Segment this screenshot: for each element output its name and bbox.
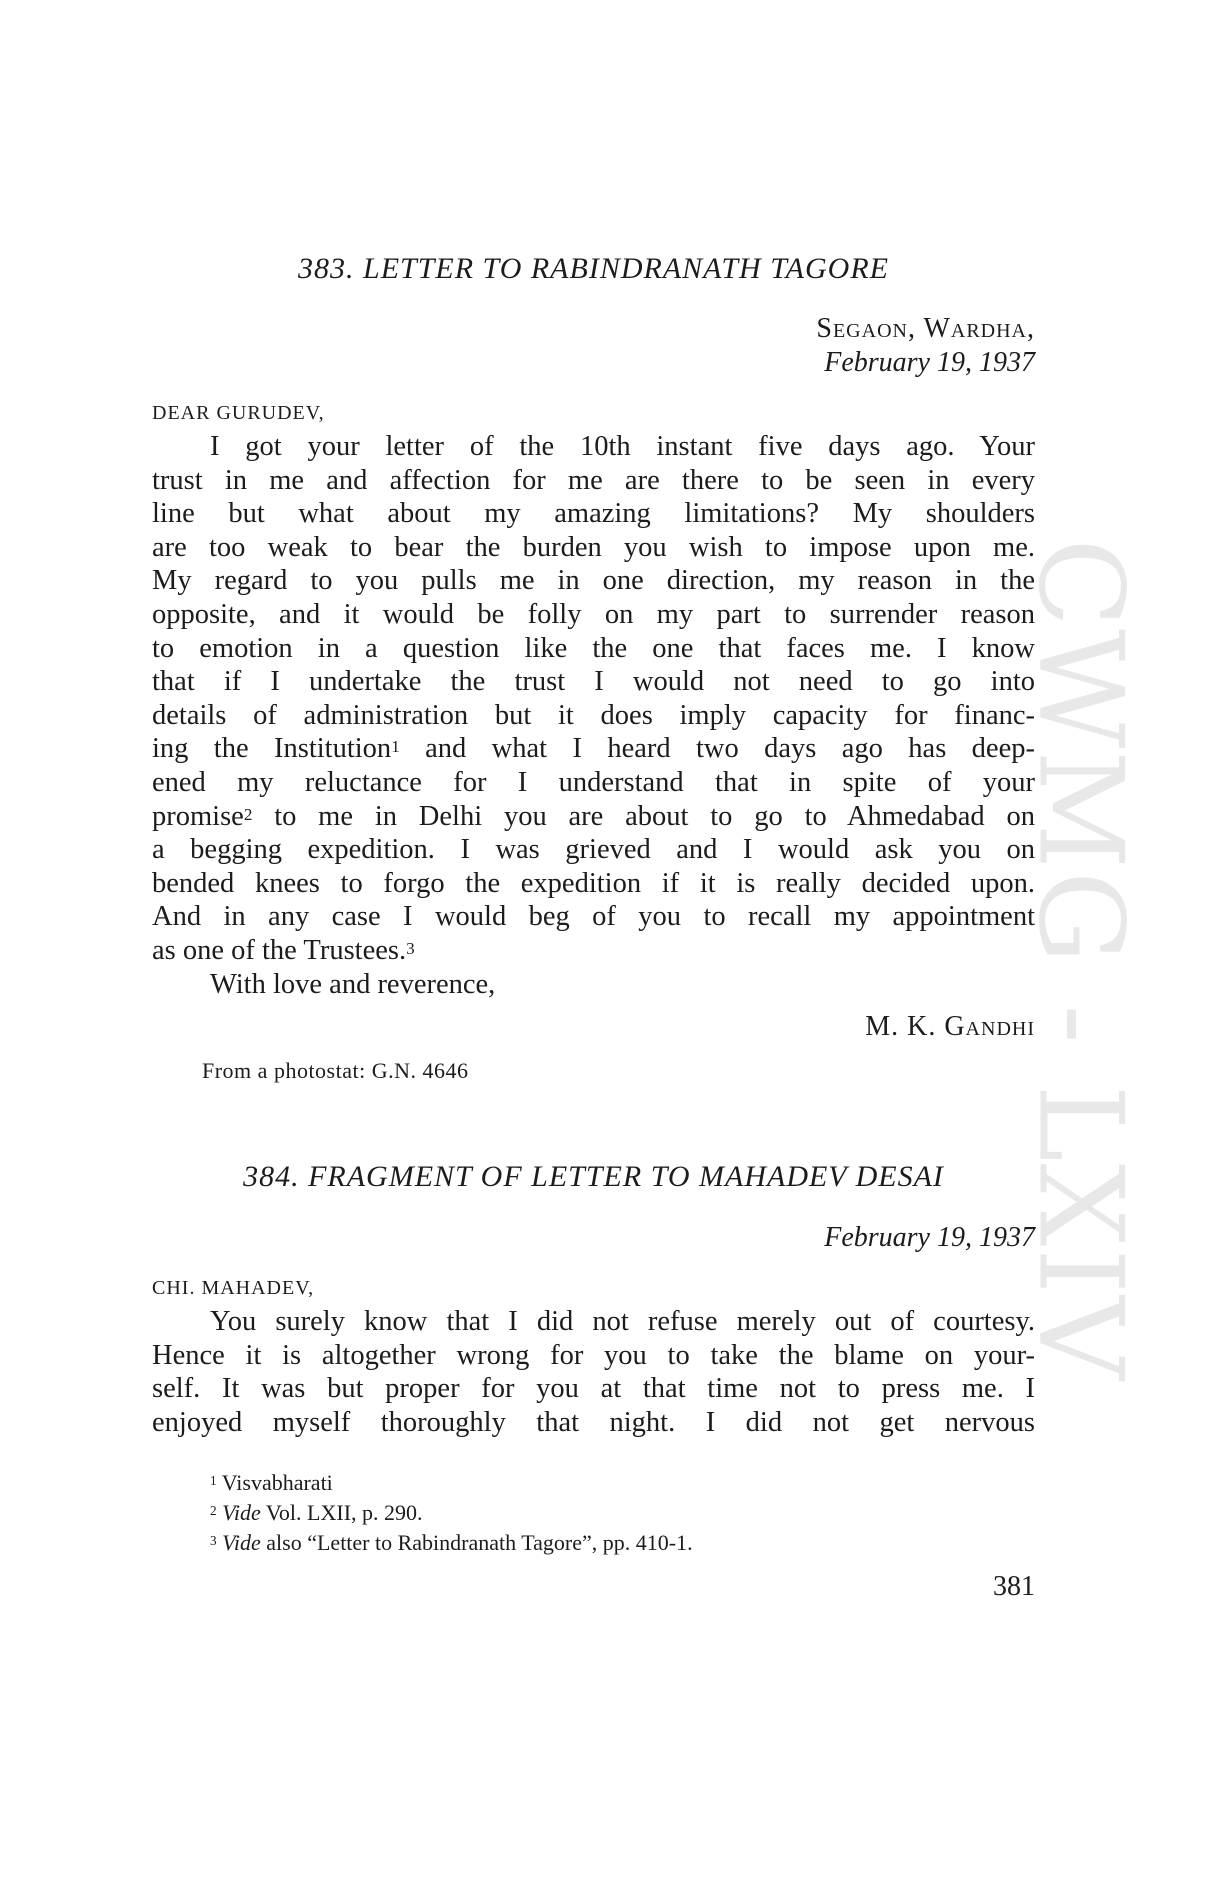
letter-383-place: Segaon, Wardha,: [816, 313, 1035, 344]
body-line-with-note: [152, 732, 1035, 766]
footnote-ref-2: 2: [243, 804, 253, 824]
footnotes: [210, 1468, 693, 1558]
letter-384-title: 384. FRAGMENT OF LETTER TO MAHADEV DESAI: [243, 1160, 944, 1193]
body-line: to emotion in a question like the one that faces me. I know: [152, 632, 1035, 664]
letter-383-salutation: DEAR GURUDEV,: [152, 402, 325, 424]
body-text-fragment: to me in Delhi you are about to go to Ahmedabad on: [252, 800, 1035, 832]
source-note: From a photostat: G.N. 4646: [202, 1058, 469, 1083]
footnote-text: Visvabharati: [221, 1470, 333, 1495]
body-text-fragment: and what I heard two days ago has deep-: [399, 733, 1035, 765]
letter-384-date: February 19, 1937: [824, 1222, 1035, 1253]
body-line: You surely know that I did not refuse merely out of courtesy.: [210, 1306, 1035, 1337]
body-text-fragment: as one of the Trustees.: [152, 934, 407, 966]
footnote-number: 2: [210, 1503, 217, 1518]
footnote-prefix: Vide: [222, 1500, 261, 1525]
body-line: bended knees to forgo the expedition if it is really decided upon.: [152, 867, 1035, 899]
body-line: My regard to you pulls me in one direction, my reason in the: [152, 565, 1035, 597]
signature: M. K. Gandhi: [865, 1011, 1035, 1042]
body-line: opposite, and it would be folly on my part to surrender reason: [152, 598, 1035, 630]
body-line: are too weak to bear the burden you wish to impose upon me.: [152, 531, 1035, 563]
footnote-prefix: Vide: [222, 1530, 261, 1555]
body-line: Hence it is altogether wrong for you to take the blame on your-: [152, 1339, 1035, 1371]
body-line: details of administration but it does imply capacity for financ-: [152, 699, 1035, 731]
letter-383-body: [152, 430, 1035, 1001]
body-text-fragment: promise: [152, 800, 244, 832]
body-line: self. It was but proper for you at that time not to press me. I: [152, 1373, 1035, 1405]
footnote-ref-1: 1: [391, 737, 400, 757]
letter-383-title: 383. LETTER TO RABINDRANATH TAGORE: [298, 252, 889, 285]
footnote-1: [210, 1468, 693, 1498]
page-number: 381: [993, 1571, 1035, 1602]
body-text-fragment: ing the Institution: [152, 733, 392, 765]
body-line: a begging expedition. I was grieved and I would ask you on: [152, 834, 1035, 866]
closing: With love and reverence,: [210, 968, 496, 1000]
body-line: ened my reluctance for I understand that in spite of your: [152, 766, 1035, 798]
body-line: trust in me and affection for me are there to be seen in every: [152, 464, 1035, 496]
body-line-with-note: [152, 934, 1035, 968]
body-line: that if I undertake the trust I would not need to go into: [152, 666, 1035, 698]
footnote-2: [210, 1498, 693, 1528]
footnote-3: [210, 1528, 693, 1558]
footnote-ref-3: 3: [406, 938, 415, 958]
footnote-text: also “Letter to Rabindranath Tagore”, pp. 410-1.: [260, 1530, 693, 1555]
letter-384-salutation: CHI. MAHADEV,: [152, 1277, 315, 1299]
body-line: line but what about my amazing limitations? My shoulders: [152, 498, 1035, 530]
letter-383-date: February 19, 1937: [824, 347, 1035, 378]
body-line-with-note: [152, 800, 1035, 834]
footnote-number: 3: [210, 1533, 217, 1548]
letter-384-body: [152, 1305, 1035, 1439]
body-line: enjoyed myself thoroughly that night. I did not get nervous: [152, 1406, 1035, 1438]
watermark-text: CWMG - LXIV: [1012, 538, 1148, 1382]
footnote-number: 1: [210, 1473, 217, 1488]
body-line: And in any case I would beg of you to recall my appointment: [152, 901, 1035, 933]
body-line: I got your letter of the 10th instant five days ago. Your: [210, 431, 1035, 462]
footnote-text: Vol. LXII, p. 290.: [260, 1500, 423, 1525]
